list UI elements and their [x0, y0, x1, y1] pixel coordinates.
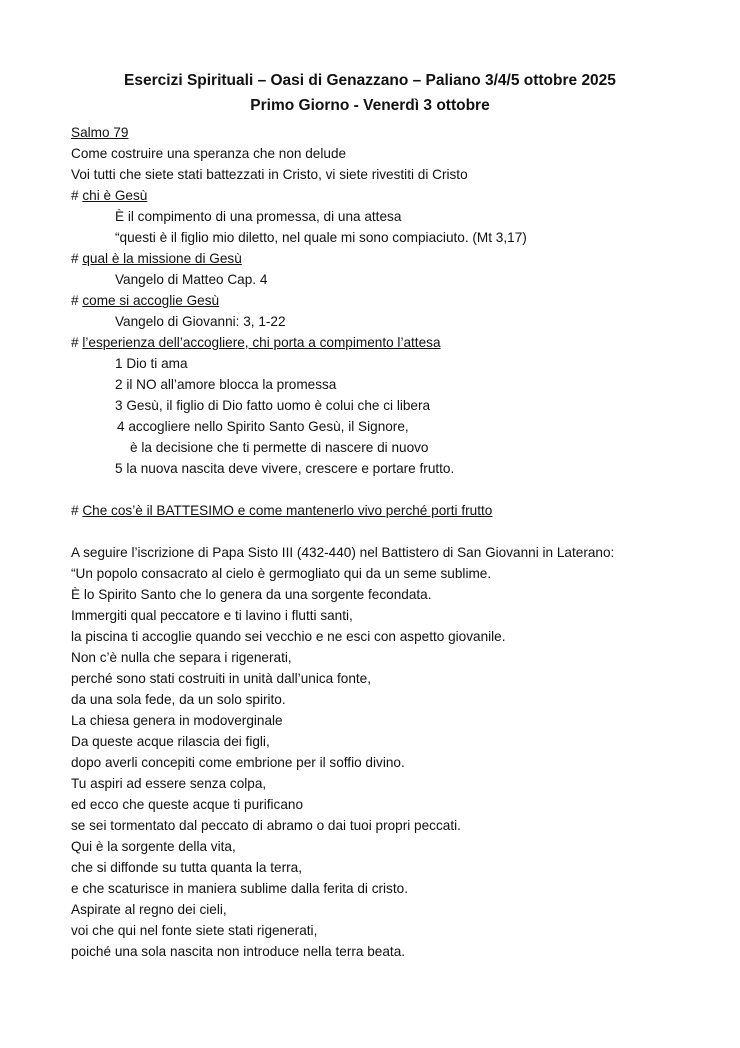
inscription-line: che si diffonde su tutta quanta la terra,	[71, 860, 302, 875]
inscription-line: poiché una sola nascita non introduce nella terra beata.	[71, 944, 406, 959]
section-heading-text: Che cos’è il BATTESIMO e come mantenerlo vivo perché porti frutto	[82, 503, 493, 518]
inscription-line: dopo averli concepiti come embrione per il soffio divino.	[71, 755, 405, 770]
inscription-line: Tu aspiri ad essere senza colpa,	[71, 776, 267, 791]
section-item: Vangelo di Matteo Cap. 4	[115, 272, 268, 287]
numbered-item: 4 accogliere nello Spirito Santo Gesù, il Signore,	[117, 419, 409, 434]
section-heading-chi-e-gesu	[71, 187, 147, 205]
section-heading-accoglie	[71, 292, 219, 310]
hash-marker: #	[71, 251, 83, 266]
inscription-line: Aspirate al regno dei cieli,	[71, 902, 227, 917]
section-heading-missione	[71, 250, 242, 268]
inscription-line: “Un popolo consacrato al cielo è germogliato qui da un seme sublime.	[71, 566, 492, 581]
section-heading-esperienza	[71, 334, 441, 352]
document-title: Esercizi Spirituali – Oasi di Genazzano – Paliano 3/4/5 ottobre 2025	[124, 72, 616, 89]
hash-marker: #	[71, 335, 83, 350]
numbered-item: 3 Gesù, il figlio di Dio fatto uomo è colui che ci libera	[115, 398, 431, 413]
psalm-reference: Salmo 79	[71, 125, 129, 140]
inscription-line: Da queste acque rilascia dei figli,	[71, 734, 270, 749]
intro-line: Come costruire una speranza che non delude	[71, 146, 347, 161]
section-heading-text: chi è Gesù	[82, 188, 148, 203]
section-heading-text: come si accoglie Gesù	[82, 293, 220, 308]
hash-marker: #	[71, 293, 83, 308]
intro-line: Voi tutti che siete stati battezzati in Cristo, vi siete rivestiti di Cristo	[71, 167, 468, 182]
document-subtitle: Primo Giorno - Venerdì 3 ottobre	[250, 97, 490, 114]
inscription-intro: A seguire l’iscrizione di Papa Sisto III (432-440) nel Battistero di San Giovanni in Laterano:	[71, 545, 615, 560]
hash-marker: #	[71, 188, 83, 203]
inscription-line: perché sono stati costruiti in unità dall’unica fonte,	[71, 671, 371, 686]
inscription-line: Qui è la sorgente della vita,	[71, 839, 236, 854]
section-heading-battesimo	[71, 502, 492, 520]
inscription-line: ed ecco che queste acque ti purificano	[71, 797, 304, 812]
numbered-item-continuation: è la decisione che ti permette di nascere di nuovo	[130, 440, 429, 455]
section-item: “questi è il figlio mio diletto, nel quale mi sono compiaciuto. (Mt 3,17)	[115, 230, 527, 245]
inscription-line: Immergiti qual peccatore e ti lavino i flutti santi,	[71, 608, 353, 623]
numbered-item: 1 Dio ti ama	[115, 356, 188, 371]
hash-marker: #	[71, 503, 83, 518]
section-heading-text: l’esperienza dell’accogliere, chi porta a compimento l’attesa	[82, 335, 441, 350]
section-heading-text: qual è la missione di Gesù	[82, 251, 242, 266]
section-item: Vangelo di Giovanni: 3, 1-22	[115, 314, 286, 329]
inscription-line: e che scaturisce in maniera sublime dalla ferita di cristo.	[71, 881, 408, 896]
section-item: È il compimento di una promessa, di una attesa	[115, 209, 402, 224]
inscription-line: La chiesa genera in modoverginale	[71, 713, 283, 728]
inscription-line: Non c’è nulla che separa i rigenerati,	[71, 650, 292, 665]
inscription-line: se sei tormentato dal peccato di abramo o dai tuoi propri peccati.	[71, 818, 461, 833]
inscription-line: la piscina ti accoglie quando sei vecchio e ne esci con aspetto giovanile.	[71, 629, 506, 644]
numbered-item: 2 il NO all’amore blocca la promessa	[115, 377, 337, 392]
inscription-line: da una sola fede, da un solo spirito.	[71, 692, 286, 707]
inscription-line: È lo Spirito Santo che lo genera da una sorgente fecondata.	[71, 587, 432, 602]
numbered-item: 5 la nuova nascita deve vivere, crescere e portare frutto.	[115, 461, 455, 476]
inscription-line: voi che qui nel fonte siete stati rigenerati,	[71, 923, 318, 938]
